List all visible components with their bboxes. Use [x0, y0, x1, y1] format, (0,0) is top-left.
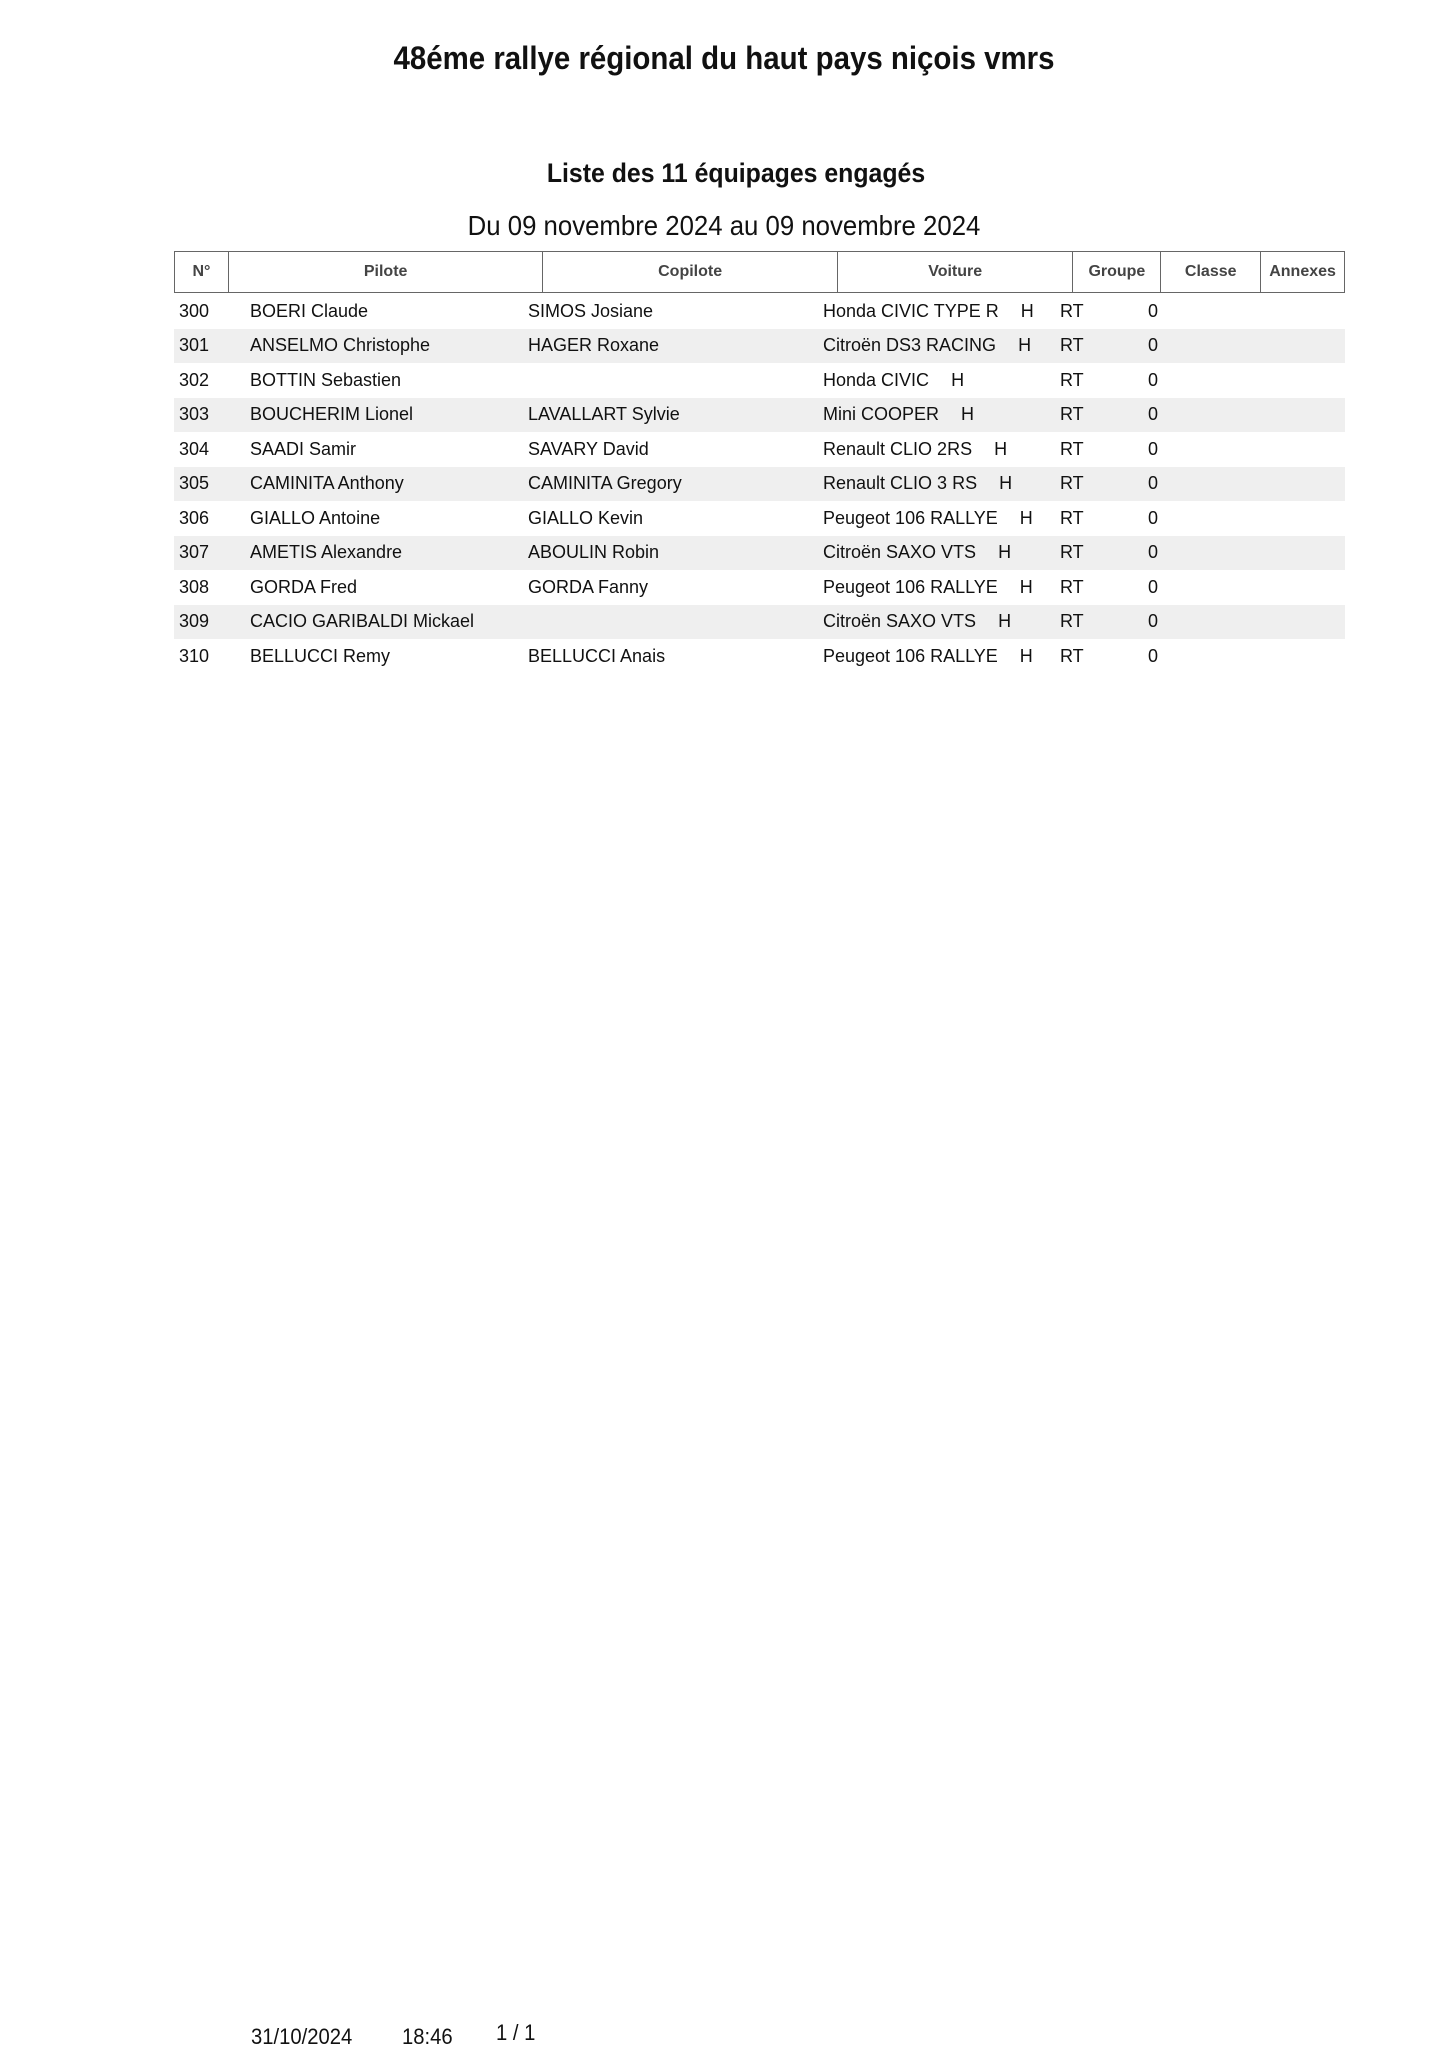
header-pilote: Pilote — [229, 252, 543, 292]
cell-voiture — [818, 335, 1054, 356]
cell-groupe: RT — [1060, 369, 1084, 390]
cell-voiture — [818, 542, 1054, 563]
cell-pilote: CAMINITA Anthony — [250, 473, 404, 494]
cell-pilote: BOTTIN Sebastien — [250, 369, 402, 390]
cell-num: 302 — [179, 369, 210, 390]
cell-classe: 0 — [1148, 542, 1159, 563]
cell-pilote: GIALLO Antoine — [250, 507, 381, 528]
cell-classe: 0 — [1148, 404, 1159, 425]
document-title: 48éme rallye régional du haut pays niçois vmrs — [393, 40, 1055, 76]
cell-num: 301 — [179, 335, 210, 356]
cell-groupe: RT — [1060, 645, 1084, 666]
cell-classe: 0 — [1148, 645, 1159, 666]
cell-copilote: HAGER Roxane — [528, 335, 660, 356]
cell-pilote: BELLUCCI Remy — [250, 645, 391, 666]
table-row — [174, 570, 1345, 605]
cell-groupe: RT — [1060, 542, 1084, 563]
cell-groupe: RT — [1060, 300, 1084, 321]
cell-copilote: GORDA Fanny — [528, 576, 649, 597]
table-row — [174, 329, 1345, 364]
table-row — [174, 398, 1345, 433]
car-category: H — [1018, 335, 1032, 356]
cell-copilote: LAVALLART Sylvie — [528, 404, 680, 425]
document-subtitle: Liste des 11 équipages engagés — [546, 158, 926, 188]
cell-num: 308 — [179, 576, 210, 597]
car-model: Renault CLIO 3 RS — [823, 473, 978, 494]
cell-pilote: SAADI Samir — [250, 438, 357, 459]
cell-groupe: RT — [1060, 404, 1084, 425]
cell-classe: 0 — [1148, 507, 1159, 528]
table-row — [174, 363, 1345, 398]
cell-groupe: RT — [1060, 576, 1084, 597]
cell-pilote: AMETIS Alexandre — [250, 542, 403, 563]
table-row — [174, 432, 1345, 467]
cell-groupe: RT — [1060, 507, 1084, 528]
table-row — [174, 501, 1345, 536]
header-groupe: Groupe — [1073, 252, 1161, 292]
cell-num: 309 — [179, 611, 210, 632]
cell-voiture — [818, 577, 1054, 598]
car-category: H — [998, 542, 1012, 563]
header-classe: Classe — [1161, 252, 1261, 292]
car-model: Mini COOPER — [823, 404, 940, 425]
cell-classe: 0 — [1148, 300, 1159, 321]
car-model: Honda CIVIC TYPE R — [823, 300, 999, 321]
cell-copilote: BELLUCCI Anais — [528, 645, 666, 666]
cell-copilote: GIALLO Kevin — [528, 507, 644, 528]
cell-num: 303 — [179, 404, 210, 425]
cell-num: 305 — [179, 473, 210, 494]
date-range: Du 09 novembre 2024 au 09 novembre 2024 — [467, 210, 981, 241]
cell-voiture — [818, 404, 1054, 425]
cell-num: 300 — [179, 300, 210, 321]
cell-groupe: RT — [1060, 438, 1084, 459]
car-model: Honda CIVIC — [823, 369, 930, 390]
cell-num: 306 — [179, 507, 210, 528]
car-model: Citroën SAXO VTS — [823, 542, 977, 563]
table-row — [174, 639, 1345, 674]
car-model: Peugeot 106 RALLYE — [823, 645, 998, 666]
cell-copilote: ABOULIN Robin — [528, 542, 660, 563]
cell-copilote: CAMINITA Gregory — [528, 473, 682, 494]
table-header — [174, 251, 1345, 293]
cell-voiture — [818, 611, 1054, 632]
cell-classe: 0 — [1148, 611, 1159, 632]
table-body — [174, 294, 1345, 674]
car-category: H — [999, 473, 1013, 494]
table-row — [174, 294, 1345, 329]
car-category: H — [1019, 576, 1033, 597]
cell-pilote: CACIO GARIBALDI Mickael — [250, 611, 475, 632]
cell-copilote: SIMOS Josiane — [528, 300, 654, 321]
car-category: H — [1020, 300, 1034, 321]
cell-classe: 0 — [1148, 473, 1159, 494]
cell-num: 310 — [179, 645, 210, 666]
print-date: 31/10/2024 — [251, 2024, 353, 2049]
cell-classe: 0 — [1148, 438, 1159, 459]
car-category: H — [951, 369, 965, 390]
header-voiture: Voiture — [838, 252, 1074, 292]
cell-pilote: BOERI Claude — [250, 300, 369, 321]
cell-voiture — [818, 473, 1054, 494]
cell-voiture — [818, 439, 1054, 460]
print-time: 18:46 — [402, 2024, 453, 2049]
cell-classe: 0 — [1148, 335, 1159, 356]
cell-voiture — [818, 508, 1054, 529]
cell-classe: 0 — [1148, 369, 1159, 390]
cell-num: 307 — [179, 542, 210, 563]
car-category: H — [1019, 507, 1033, 528]
car-category: H — [1019, 645, 1033, 666]
cell-groupe: RT — [1060, 611, 1084, 632]
car-model: Renault CLIO 2RS — [823, 438, 973, 459]
cell-pilote: BOUCHERIM Lionel — [250, 404, 414, 425]
header-copilote: Copilote — [543, 252, 838, 292]
car-category: H — [998, 611, 1012, 632]
cell-num: 304 — [179, 438, 210, 459]
cell-voiture — [818, 301, 1054, 322]
cell-groupe: RT — [1060, 335, 1084, 356]
cell-pilote: ANSELMO Christophe — [250, 335, 431, 356]
header-annexes: Annexes — [1269, 263, 1336, 280]
cell-copilote: SAVARY David — [528, 438, 649, 459]
car-model: Peugeot 106 RALLYE — [823, 507, 998, 528]
cell-voiture — [818, 646, 1054, 667]
table-row — [174, 536, 1345, 571]
car-category: H — [961, 404, 975, 425]
cell-pilote: GORDA Fred — [250, 576, 358, 597]
car-category: H — [994, 438, 1008, 459]
header-num: N° — [175, 252, 229, 292]
cell-groupe: RT — [1060, 473, 1084, 494]
car-model: Citroën SAXO VTS — [823, 611, 977, 632]
car-model: Citroën DS3 RACING — [823, 335, 997, 356]
table-row — [174, 467, 1345, 502]
table-row — [174, 605, 1345, 640]
car-model: Peugeot 106 RALLYE — [823, 576, 998, 597]
page-number: 1 / 1 — [496, 2020, 536, 2045]
cell-classe: 0 — [1148, 576, 1159, 597]
cell-voiture — [818, 370, 1054, 391]
